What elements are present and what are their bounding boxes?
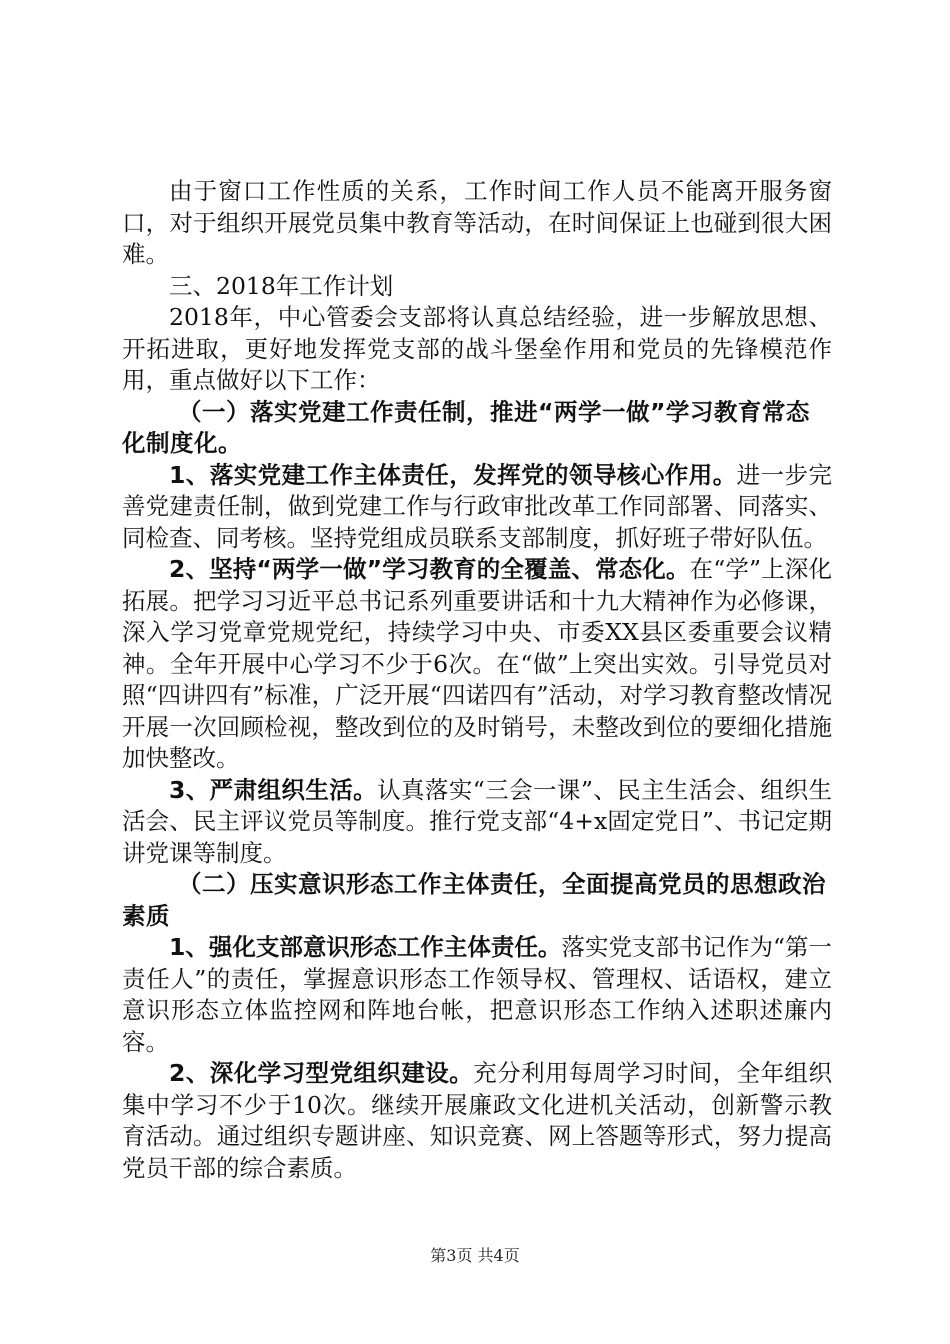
item-lead-2: 2、坚持“两学一做”学习教育的全覆盖、常态化。	[169, 555, 690, 583]
document-body	[122, 176, 832, 1184]
item-lead-1: 1、落实党建工作主体责任，发挥党的领导核心作用。	[169, 460, 737, 489]
item-lead-4: 1、强化支部意识形态工作主体责任。	[169, 933, 562, 961]
page-number-footer: 第3页 共4页	[430, 1246, 520, 1265]
item-lead-3: 3、严肃组织生活。	[169, 775, 378, 804]
subsection-heading-1: （一）落实党建工作责任制，推进“两学一做”学习教育常态化制度化。	[122, 397, 810, 457]
item-paragraph-2	[122, 554, 832, 775]
item-body-5: 充分利用每周学习时间，全年组织集中学习不少于10次。继续开展廉政文化进机关活动，创新警示教育活动。通过组织专题讲座、知识竞赛、网上答题等形式，努力提高党员干部的综合素质。	[122, 1059, 832, 1182]
item-paragraph-5	[122, 1058, 832, 1184]
item-lead-5: 2、深化学习型党组织建设。	[169, 1059, 474, 1087]
subsection-heading-2: （二）压实意识形态工作主体责任，全面提高党员的思想政治素质	[122, 870, 826, 930]
item-body-3: 认真落实“三会一课”、民主生活会、组织生活会、民主评议党员等制度。推行党支部“4+x固定党日”、书记定期讲党课等制度。	[122, 775, 832, 867]
item-body-4: 落实党支部书记作为“第一责任人”的责任，掌握意识形态工作领导权、管理权、话语权，建立意识形态立体监控网和阵地台帐，把意识形态工作纳入述职述廉内容。	[122, 933, 833, 1056]
paragraph-difficulty: 由于窗口工作性质的关系，工作时间工作人员不能离开服务窗口，对于组织开展党员集中教育等活动，在时间保证上也碰到很大困难。	[122, 177, 832, 268]
item-paragraph-1	[122, 460, 832, 555]
item-body-2: 在“学”上深化拓展。把学习习近平总书记系列重要讲话和十九大精神作为必修课，深入学习党章党规党纪，持续学习中央、市委XX县区委重要会议精神。全年开展中心学习不少于6次。在“做”上突出实效。引导党员对照“四讲四有”标准，广泛开展“四诺四有”活动，对学习教育整改情况开展一次回顾检视，整改到位的及时销号，未整改到位的要细化措施加快整改。	[122, 555, 832, 772]
item-paragraph-4	[122, 932, 832, 1058]
section-heading-plan: 三、2018年工作计划	[169, 271, 394, 300]
item-paragraph-3	[122, 775, 832, 870]
paragraph-plan-intro: 2018年，中心管委会支部将认真总结经验，进一步解放思想、开拓进取，更好地发挥党支部的战斗堡垒作用和党员的先锋模范作用，重点做好以下工作：	[122, 303, 832, 394]
item-body-1: 进一步完善党建责任制，做到党建工作与行政审批改革工作同部署、同落实、同检查、同考核。坚持党组成员联系支部制度，抓好班子带好队伍。	[122, 460, 833, 552]
